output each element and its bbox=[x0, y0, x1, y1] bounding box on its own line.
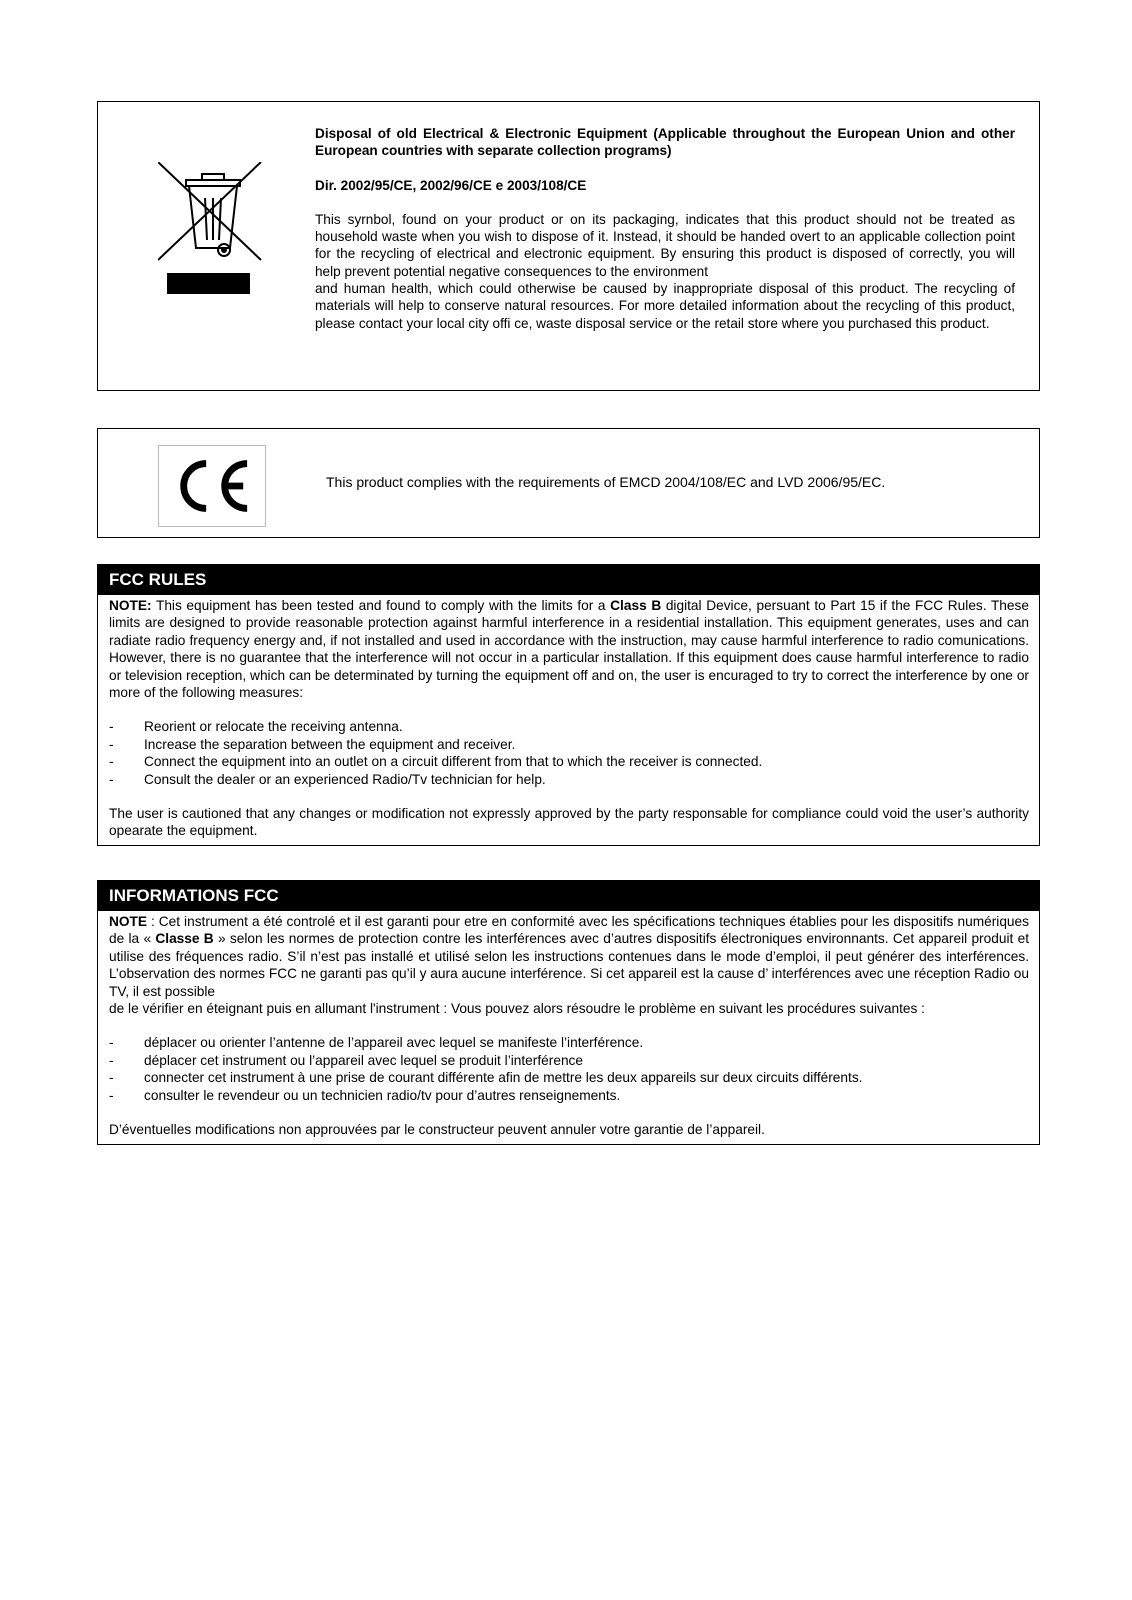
list-item: - déplacer cet instrument ou l’appareil avec lequel se produit l’interférence bbox=[109, 1052, 1029, 1069]
weee-disposal-box bbox=[97, 101, 1040, 391]
fcc-caution: The user is cautioned that any changes or modification not expressly approved by the party responsable for compliance could void the user’s authority opearate the equipment. bbox=[109, 806, 1029, 839]
fcc-rules-section bbox=[97, 564, 1040, 846]
fcc-note bbox=[109, 597, 1029, 701]
list-item: - Increase the separation between the equipment and receiver. bbox=[109, 736, 1029, 753]
list-item: - consulter le revendeur ou un technicien radio/tv pour d’autres renseignements. bbox=[109, 1087, 1029, 1104]
fcc-fr-measures-list bbox=[109, 1034, 1029, 1104]
fcc-fr-note-line-2: de le vérifier en éteignant puis en allumant l'instrument : Vous pouvez alors résoudre le problème en suivant les procédures suivantes : bbox=[109, 1001, 925, 1017]
list-item: - déplacer ou orienter l’antenne de l’appareil avec lequel se manifeste l’interférence. bbox=[109, 1034, 1029, 1051]
weee-text bbox=[315, 125, 1015, 332]
fcc-fr-note-text-a: : Cet instrument a été controlé et il est garanti pour etre en conformité avec les spécifications techniques établies pour les dispositifs numériques de la « bbox=[109, 914, 1029, 947]
fcc-fr-note bbox=[109, 913, 1029, 1000]
ce-compliance-text: This product complies with the requirements of EMCD 2004/108/EC and LVD 2006/95/EC. bbox=[326, 474, 886, 490]
fcc-note-label: NOTE: bbox=[109, 598, 152, 613]
fcc-fr-note-text-b: » selon les normes de protection contre les interférences avec d’autres dispositifs électroniques environnants. Cet appareil produit et utilise des fréquences radio. S’il n’est pas installé et utilisé selon les instructions contenues dans le mode d’emploi, il peut générer des interférences. L’observation des normes FCC ne garanti pas qu’il y aura aucune interférence. Si cet appareil est la cause d’ interférences avec une réception Radio ou TV, il est possible bbox=[109, 931, 1029, 999]
weee-paragraph-2: and human health, which could otherwise be caused by inappropriate disposal of this product. The recycling of materials will help to conserve natural resources. For more detailed information about the recycling of this product, please contact your local city offi ce, waste disposal service or the retail store where you purchased this product. bbox=[315, 281, 1015, 331]
fcc-fr-classe-b: Classe B bbox=[155, 931, 214, 947]
fcc-fr-note-label: NOTE bbox=[109, 914, 148, 929]
weee-directive: Dir. 2002/95/CE, 2002/96/CE e 2003/108/CE bbox=[315, 177, 587, 193]
weee-paragraph-1: This syrnbol, found on your product or on its packaging, indicates that this product should not be treated as household waste when you wish to dispose of it. Instead, it should be handed overt to an applicable collection point for the recycling of electrical and electronic equipment. By ensuring this product is disposed of correctly, you will help prevent potential negative consequences to the environment bbox=[315, 211, 1015, 279]
weee-title: Disposal of old Electrical & Electronic Equipment (Applicable throughout the European Union and other European countries with separate collection programs) bbox=[315, 126, 1015, 159]
list-item: - Reorient or relocate the receiving antenna. bbox=[109, 718, 1029, 735]
fcc-measures-list bbox=[109, 718, 1029, 788]
fcc-note-text-b: digital Device, persuant to Part 15 if the FCC Rules. These limits are designed to provide reasonable protection against harmful interference in a residential installation. This equipment generates, uses and can radiate radio frequency energy and, if not installed and used in accordance with the instruction, may cause harmful interference to radio comunications. However, there is no guarantee that the interference will not occur in a particular installation. If this equipment does cause harmful interference to radio or television reception, which can be determinated by turning the equipment off and on, the user is encuraged to try to correct the interference by one or more of the following measures: bbox=[109, 598, 1029, 701]
fcc-note-text-a: This equipment has been tested and found to comply with the limits for a bbox=[151, 598, 611, 613]
informations-fcc-title: INFORMATIONS FCC bbox=[98, 881, 1039, 911]
informations-fcc-section bbox=[97, 880, 1040, 1145]
list-item: - Consult the dealer or an experienced Radio/Tv technician for help. bbox=[109, 771, 1029, 788]
list-item: - Connect the equipment into an outlet on a circuit different from that to which the receiver is connected. bbox=[109, 753, 1029, 770]
fcc-rules-title: FCC RULES bbox=[98, 565, 1039, 595]
crossed-out-wheelie-bin-icon bbox=[158, 162, 264, 302]
fcc-class-b: Class B bbox=[610, 598, 662, 613]
ce-compliance-box bbox=[97, 428, 1040, 538]
fcc-fr-footer: D’éventuelles modifications non approuvées par le constructeur peuvent annuler votre garantie de l’appareil. bbox=[109, 1122, 765, 1138]
list-item: - connecter cet instrument à une prise de courant différente afin de mettre les deux appareils sur deux circuits différents. bbox=[109, 1069, 1029, 1086]
ce-mark-icon bbox=[158, 445, 266, 527]
